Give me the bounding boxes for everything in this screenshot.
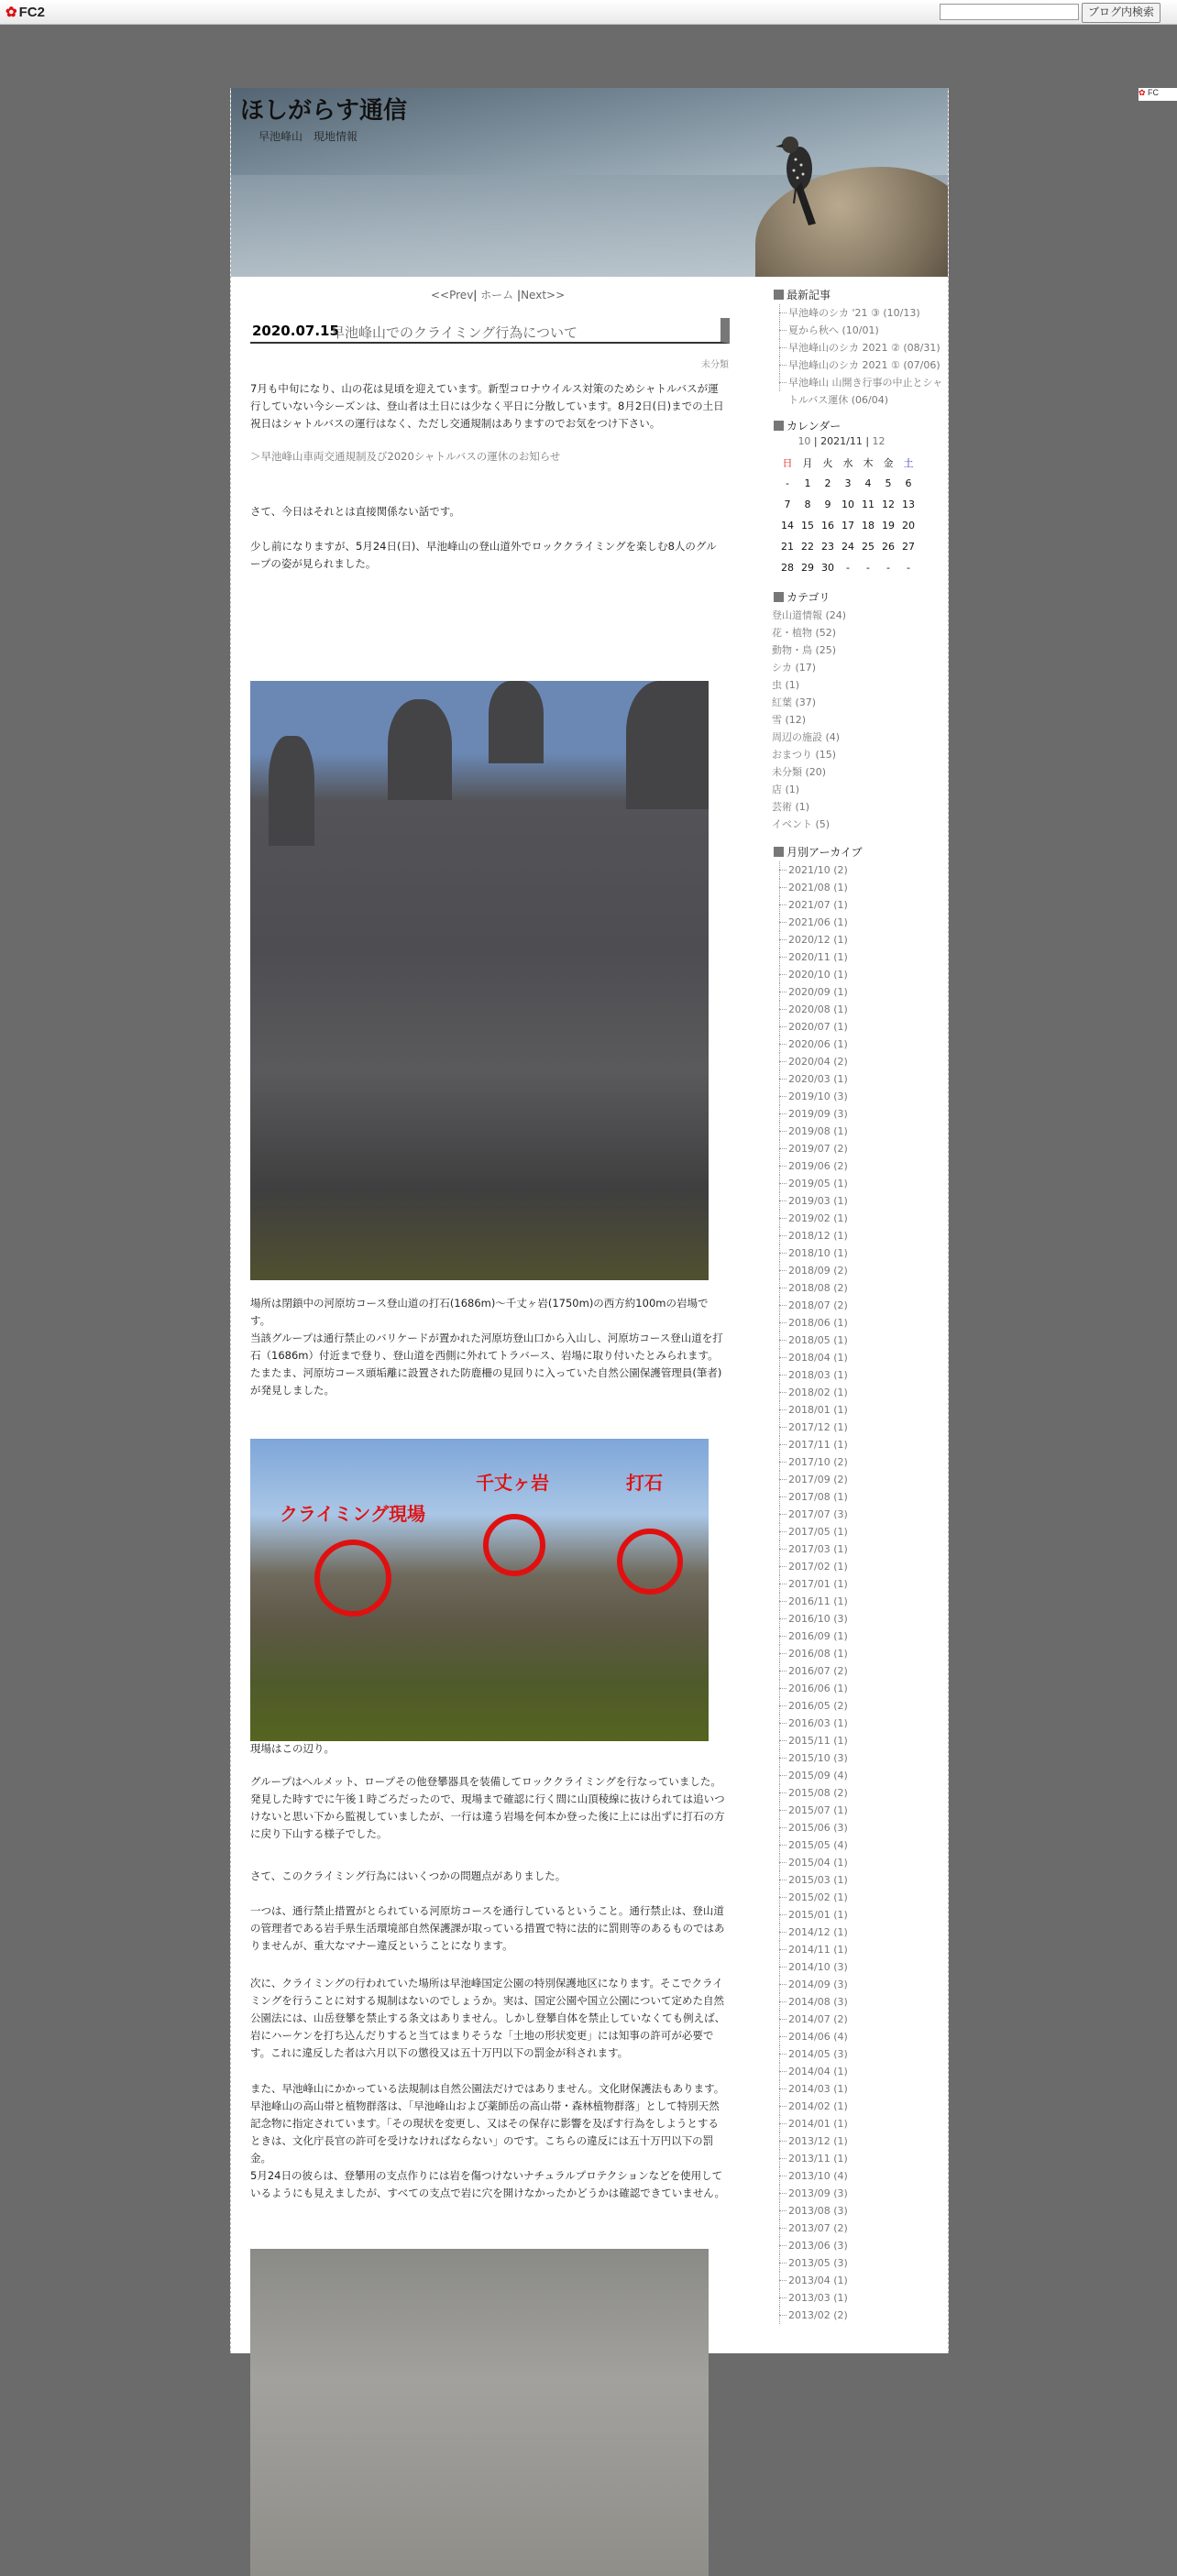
fc2-logo-icon: ✿ (6, 5, 17, 20)
next-link[interactable]: Next>> (521, 289, 566, 301)
calendar-day: 9 (824, 499, 831, 510)
rock-spire (388, 699, 452, 800)
calendar-weekday: 水 (842, 456, 853, 469)
red-circle-marker (483, 1514, 545, 1576)
archive-link[interactable]: 2019/06 (2) (772, 1157, 946, 1175)
recent-entry-link[interactable]: 早池峰山のシカ 2021 ② (08/31) (772, 339, 946, 356)
entry-category[interactable]: 未分類 (701, 360, 729, 370)
archive-link[interactable]: 2018/03 (1) (772, 1366, 946, 1384)
category-link[interactable]: 芸術 (1) (772, 801, 810, 813)
calendar-heading: カレンダー (772, 418, 946, 435)
archive-link[interactable]: 2021/07 (1) (772, 896, 946, 914)
archive-link[interactable]: 2015/09 (4) (772, 1767, 946, 1784)
calendar-weekday: 金 (883, 456, 894, 469)
category-link[interactable]: おまつり (15) (772, 749, 837, 761)
archive-link[interactable]: 2014/02 (1) (772, 2098, 946, 2115)
calendar-day: 24 (842, 541, 854, 553)
rock-spire (489, 681, 544, 763)
calendar-weekday: 土 (903, 456, 914, 469)
archive-link[interactable]: 2013/10 (4) (772, 2167, 946, 2185)
archive-link[interactable]: 2018/05 (1) (772, 1332, 946, 1349)
archive-link[interactable]: 2013/05 (3) (772, 2254, 946, 2272)
archive-link[interactable]: 2013/04 (1) (772, 2272, 946, 2289)
fc2-badge-text: FC (1148, 88, 1160, 97)
archive-link[interactable]: 2018/10 (1) (772, 1244, 946, 1262)
calendar-day: 26 (882, 541, 895, 553)
category-link[interactable]: 未分類 (20) (772, 766, 827, 778)
entry-paragraph: また、早池峰山にかかっている法規制は自然公園法だけではありません。文化財保護法もあります。早池峰山の高山帯と植物群落は、「早池峰山および薬師岳の高山帯・森林植物群落」として特別天然記念物に指定されています。「その現状を変更し、又はその保存に影響を及ぼす行為をしようとするときは、文化庁長官の許可を受けなければならない」のです。こちらの違反には五十万円以下の罰金。 (250, 2082, 725, 2165)
archive-link[interactable]: 2018/04 (1) (772, 1349, 946, 1366)
label-climbing-site: クライミング現場 (280, 1503, 425, 1525)
archive-link[interactable]: 2017/11 (1) (772, 1436, 946, 1453)
archive-link[interactable]: 2016/03 (1) (772, 1715, 946, 1732)
calendar-current-month: 2021/11 (820, 435, 863, 447)
archive-link[interactable]: 2017/08 (1) (772, 1488, 946, 1506)
rock-closeup-photo[interactable] (250, 2249, 709, 2576)
archive-link[interactable]: 2015/01 (1) (772, 1906, 946, 1924)
calendar-day: 5 (885, 477, 892, 489)
archive-link[interactable]: 2018/07 (2) (772, 1297, 946, 1314)
archive-link[interactable]: 2014/04 (1) (772, 2063, 946, 2080)
calendar-day: 22 (801, 541, 814, 553)
archive-link[interactable]: 2018/09 (2) (772, 1262, 946, 1279)
archive-link[interactable]: 2017/03 (1) (772, 1540, 946, 1558)
category-heading: カテゴリ (772, 589, 946, 607)
archive-link[interactable]: 2016/06 (1) (772, 1680, 946, 1697)
blog-header (231, 88, 948, 277)
recent-entry-link[interactable]: 早池峰のシカ '21 ③ (10/13) (772, 304, 946, 322)
calendar-day: 30 (821, 562, 834, 574)
entry-paragraph: 場所は閉鎖中の河原坊コース登山道の打石(1686m)〜千丈ヶ岩(1750m)の西方約100mの岩場です。 当該グループは通行禁止のバリケードが置かれた河原坊登山口から入山し、河原坊コース登山道を打石（1686m）付近まで登り、登山道を西側に外れてトラバース、岩場に取り付いたとみられます。 たまたま、河原坊コース頭垢離に設置された防鹿柵の見回りに入っていた自然公園保護管理員(筆者)が発見しました。 (250, 1297, 723, 1397)
calendar-weekday: 木 (863, 456, 874, 469)
entry-date: 2020.07.15 (252, 323, 339, 339)
prev-link[interactable]: <<Prev (431, 289, 474, 301)
fc2-badge[interactable] (1138, 88, 1177, 101)
calendar-day: 20 (902, 520, 915, 532)
archive-link[interactable]: 2014/12 (1) (772, 1924, 946, 1941)
archive-link[interactable]: 2017/12 (1) (772, 1419, 946, 1436)
recent-entry-link[interactable]: 早池峰山 山開き行事の中止とシャトルバス運休 (06/04) (772, 374, 946, 409)
archive-link[interactable]: 2013/06 (3) (772, 2237, 946, 2254)
calendar-day: 11 (862, 499, 874, 510)
archive-link[interactable]: 2014/09 (3) (772, 1976, 946, 1993)
calendar-day: 12 (882, 499, 895, 510)
category-link[interactable]: 紅葉 (37) (772, 696, 817, 708)
climbing-photo[interactable] (250, 681, 709, 1280)
calendar-day: 17 (842, 520, 854, 532)
page-navigation (431, 287, 565, 302)
calendar-prev-month[interactable]: 10 (798, 435, 811, 447)
entry-paragraph: グループはヘルメット、ロープその他登攀器具を装備してロッククライミングを行なっていました。発見した時すでに午後１時ごろだったので、現場まで確認に行く間に山頂稜線に抜けられては追いつけないと思い下から監視していましたが、一行は違う岩場を何本か登った後に上には出ずに打石の方に戻り下山する様子でした。 (250, 1775, 725, 1840)
archive-link[interactable]: 2020/04 (2) (772, 1053, 946, 1070)
nav-separator: | (517, 289, 522, 301)
fc2-badge-icon: ✿ (1138, 88, 1149, 97)
archive-link[interactable]: 2014/10 (3) (772, 1958, 946, 1976)
archive-link[interactable]: 2015/11 (1) (772, 1732, 946, 1749)
calendar-day: - (786, 477, 789, 489)
category-list (772, 607, 946, 833)
fc2-logo-text: FC2 (18, 5, 45, 20)
archive-link[interactable]: 2015/04 (1) (772, 1854, 946, 1871)
shuttle-notice-link[interactable]: ＞早池峰山車両交通規制及び2020シャトルバスの運休のお知らせ (250, 450, 561, 463)
archive-link[interactable]: 2013/09 (3) (772, 2185, 946, 2202)
entry-title[interactable]: 早池峰山でのクライミング行為について (331, 324, 578, 341)
archive-link[interactable]: 2017/01 (1) (772, 1575, 946, 1593)
archive-link[interactable]: 2013/07 (2) (772, 2220, 946, 2237)
entry-paragraph: 少し前になりますが、5月24日(日)、早池峰山の登山道外でロッククライミングを楽しむ8人のグループの姿が見られました。 (250, 540, 717, 570)
archive-link[interactable]: 2014/11 (1) (772, 1941, 946, 1958)
archive-link[interactable]: 2015/07 (1) (772, 1802, 946, 1819)
archive-link[interactable]: 2013/02 (2) (772, 2307, 946, 2324)
archive-link[interactable]: 2020/09 (1) (772, 983, 946, 1001)
fc2-logo[interactable] (6, 4, 45, 20)
calendar-day: 4 (864, 477, 872, 489)
archive-link[interactable]: 2018/08 (2) (772, 1279, 946, 1297)
sidebar (772, 287, 946, 2324)
blog-search-button[interactable]: ブログ内検索 (1082, 3, 1160, 23)
archive-link[interactable]: 2017/09 (2) (772, 1471, 946, 1488)
archive-link[interactable]: 2018/01 (1) (772, 1401, 946, 1419)
archive-link[interactable]: 2020/11 (1) (772, 948, 946, 966)
archive-link[interactable]: 2020/12 (1) (772, 931, 946, 948)
archive-link[interactable]: 2020/07 (1) (772, 1018, 946, 1036)
archive-link[interactable]: 2014/08 (3) (772, 1993, 946, 2011)
calendar-day: 19 (882, 520, 895, 532)
archive-link[interactable]: 2021/06 (1) (772, 914, 946, 931)
archive-link[interactable]: 2019/08 (1) (772, 1123, 946, 1140)
rock-spire (269, 736, 314, 846)
calendar-day: 27 (902, 541, 915, 553)
calendar-day: 1 (804, 477, 811, 489)
home-link[interactable]: ホーム (480, 289, 514, 301)
archive-link[interactable]: 2014/05 (3) (772, 2045, 946, 2063)
archive-link[interactable]: 2021/08 (1) (772, 879, 946, 896)
archive-link[interactable]: 2015/05 (4) (772, 1836, 946, 1854)
label-uchiishi: 打石 (626, 1472, 663, 1494)
archive-link[interactable]: 2016/07 (2) (772, 1662, 946, 1680)
archive-link[interactable]: 2019/10 (3) (772, 1088, 946, 1105)
archive-link[interactable]: 2016/09 (1) (772, 1628, 946, 1645)
calendar-weekday: 火 (822, 456, 833, 469)
calendar-day: 16 (821, 520, 834, 532)
archive-link[interactable]: 2020/03 (1) (772, 1070, 946, 1088)
archive-link[interactable]: 2014/03 (1) (772, 2080, 946, 2098)
red-circle-marker (617, 1529, 683, 1595)
calendar-day: 21 (781, 541, 794, 553)
archive-link[interactable]: 2017/02 (1) (772, 1558, 946, 1575)
rock-spire (626, 681, 709, 809)
calendar-day: 18 (862, 520, 874, 532)
recent-entries-heading: 最新記事 (772, 287, 946, 304)
archive-link[interactable]: 2017/05 (1) (772, 1523, 946, 1540)
archive-link[interactable]: 2013/11 (1) (772, 2150, 946, 2167)
archive-link[interactable]: 2014/07 (2) (772, 2011, 946, 2028)
nutcracker-bird-image (776, 132, 821, 233)
calendar-day: 7 (784, 499, 791, 510)
archive-link[interactable]: 2019/05 (1) (772, 1175, 946, 1192)
entry-paragraph: 次に、クライミングの行われていた場所は早池峰国定公園の特別保護地区になります。そこでクライミングを行うことに対する規制はないのでしょうか。実は、国定公園や国立公園について定めた自然公園法には、山岳登攀を禁止する条文はありません。しかし登攀自体を禁止していなくても例えば、岩にハーケンを打ち込んだりすると当てはまりそうな「土地の形状変更」には知事の許可が必要です。これに違反した者は六月以下の懲役又は五十万円以下の罰金が科されます。 (250, 1977, 726, 2059)
label-senjogaiwa: 千丈ヶ岩 (476, 1472, 549, 1494)
calendar-weekday: 月 (802, 456, 813, 469)
entry-paragraph: 一つは、通行禁止措置がとられている河原坊コースを通行しているということ。通行禁止は、登山道の管理者である岩手県生活環境部自然保護課が取っている措置で特に法的に罰則等のあるものではありませんが、重大なマナー違反ということになります。 (250, 1904, 725, 1952)
archive-list (772, 861, 946, 2324)
archive-link[interactable]: 2021/10 (2) (772, 861, 946, 879)
calendar-day: 15 (801, 520, 814, 532)
blog-title[interactable]: ほしがらす通信 (240, 97, 408, 125)
calendar-day: 23 (821, 541, 834, 553)
entry-title-bar (250, 318, 730, 344)
location-photo[interactable] (250, 1439, 709, 1741)
calendar-day: 8 (804, 499, 811, 510)
archive-link[interactable]: 2020/10 (1) (772, 966, 946, 983)
archive-link[interactable]: 2014/01 (1) (772, 2115, 946, 2132)
category-link[interactable]: 周辺の施設 (4) (772, 731, 841, 743)
category-link[interactable]: 登山道情報 (24) (772, 609, 847, 621)
archive-link[interactable]: 2017/07 (3) (772, 1506, 946, 1523)
blog-search-input[interactable] (940, 4, 1079, 20)
archive-link[interactable]: 2016/05 (2) (772, 1697, 946, 1715)
calendar-day: 29 (801, 562, 814, 574)
archive-link[interactable]: 2018/12 (1) (772, 1227, 946, 1244)
archive-link[interactable]: 2015/08 (2) (772, 1784, 946, 1802)
archive-link[interactable]: 2016/11 (1) (772, 1593, 946, 1610)
fc2-toolbar (0, 0, 1177, 25)
archive-link[interactable]: 2013/03 (1) (772, 2289, 946, 2307)
archive-link[interactable]: 2015/02 (1) (772, 1889, 946, 1906)
calendar-day: - (907, 562, 910, 574)
archive-link[interactable]: 2019/03 (1) (772, 1192, 946, 1210)
red-circle-marker (314, 1540, 391, 1617)
calendar-nav: 10 | 2021/11 | 12 (798, 435, 886, 447)
entry-paragraph: さて、今日はそれとは直接関係ない話です。 (250, 505, 460, 518)
nav-separator: | (473, 289, 478, 301)
archive-heading: 月別アーカイブ (772, 844, 946, 861)
archive-link[interactable]: 2015/06 (3) (772, 1819, 946, 1836)
calendar-grid (777, 452, 918, 578)
archive-link[interactable]: 2020/08 (1) (772, 1001, 946, 1018)
calendar-day: - (846, 562, 850, 574)
archive-link[interactable]: 2018/02 (1) (772, 1384, 946, 1401)
archive-link[interactable]: 2013/12 (1) (772, 2132, 946, 2150)
calendar-day: - (886, 562, 890, 574)
entry-paragraph: 7月も中旬になり、山の花は見頃を迎えています。新型コロナウイルス対策のためシャトルバスが運行していない今シーズンは、登山者は土日には少なく平日に分散しています。8月2日(日)までの土日祝日はシャトルバスの運行はなく、ただし交通規制はありますのでお気をつけ下さい。 (250, 382, 724, 430)
calendar-day: - (866, 562, 870, 574)
category-link[interactable]: 動物・鳥 (25) (772, 644, 837, 656)
archive-link[interactable]: 2019/02 (1) (772, 1210, 946, 1227)
calendar-day: 2 (824, 477, 831, 489)
archive-link[interactable]: 2014/06 (4) (772, 2028, 946, 2045)
entry-paragraph: さて、このクライミング行為にはいくつかの問題点がありました。 (250, 1869, 566, 1882)
calendar-day: 3 (844, 477, 852, 489)
archive-link[interactable]: 2015/03 (1) (772, 1871, 946, 1889)
category-link[interactable]: 店 (1) (772, 784, 800, 795)
category-link[interactable]: イベント (5) (772, 818, 830, 830)
entry-paragraph: 5月24日の彼らは、登攀用の支点作りには岩を傷つけないナチュラルプロテクションなどを使用しているようにも見えましたが、すべての支点で岩に穴を開けなかったかどうかは確認できていません。 (250, 2169, 725, 2199)
category-link[interactable]: 雪 (12) (772, 714, 807, 726)
category-link[interactable]: 虫 (1) (772, 679, 800, 691)
calendar-day: 13 (902, 499, 915, 510)
blog-description: 早池峰山 現地情報 (258, 130, 358, 143)
archive-link[interactable]: 2018/06 (1) (772, 1314, 946, 1332)
archive-link[interactable]: 2019/09 (3) (772, 1105, 946, 1123)
calendar-day: 25 (862, 541, 874, 553)
archive-link[interactable]: 2020/06 (1) (772, 1036, 946, 1053)
archive-link[interactable]: 2019/07 (2) (772, 1140, 946, 1157)
archive-link[interactable]: 2017/10 (2) (772, 1453, 946, 1471)
archive-link[interactable]: 2016/08 (1) (772, 1645, 946, 1662)
recent-entry-link[interactable]: 早池峰山のシカ 2021 ① (07/06) (772, 356, 946, 374)
calendar-next-month[interactable]: 12 (872, 435, 886, 447)
archive-link[interactable]: 2013/08 (3) (772, 2202, 946, 2220)
archive-link[interactable]: 2015/10 (3) (772, 1749, 946, 1767)
calendar-weekday: 日 (782, 456, 793, 469)
category-link[interactable]: 花・植物 (52) (772, 627, 837, 639)
calendar-day: 10 (842, 499, 854, 510)
category-link[interactable]: シカ (17) (772, 662, 817, 674)
archive-link[interactable]: 2016/10 (3) (772, 1610, 946, 1628)
recent-entries-list (772, 304, 946, 409)
calendar-day: 14 (781, 520, 794, 532)
photo-caption: 現場はこの辺り。 (250, 1742, 335, 1755)
calendar-day: 28 (781, 562, 794, 574)
blog-container (230, 88, 949, 2353)
calendar-day: 6 (905, 477, 912, 489)
recent-entry-link[interactable]: 夏から秋へ (10/01) (772, 322, 946, 339)
calendar (777, 435, 946, 578)
